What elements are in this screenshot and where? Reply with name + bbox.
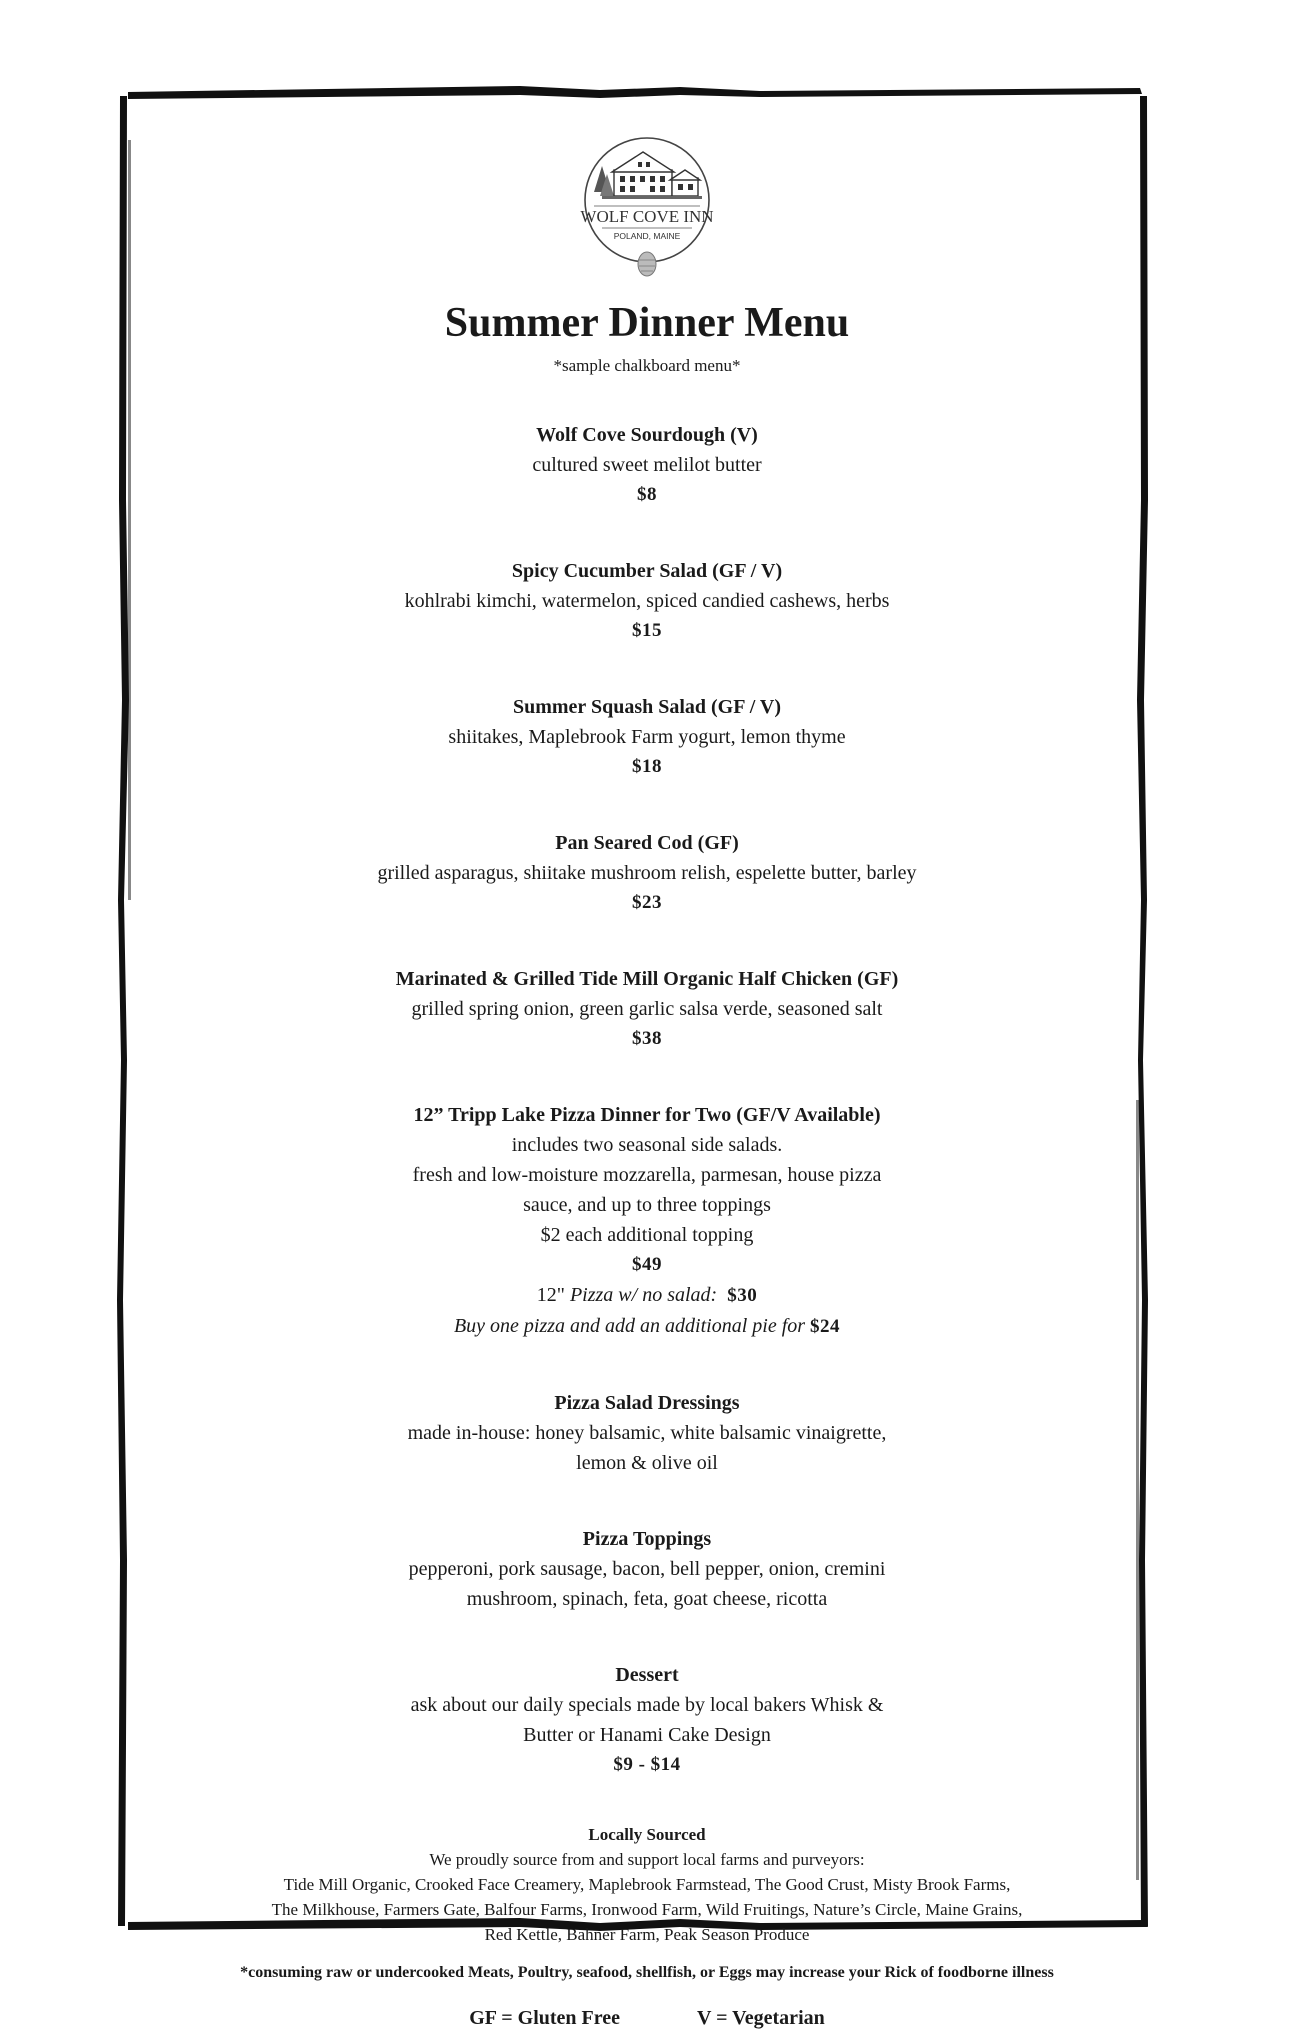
item-description: includes two seasonal side salads. <box>511 1134 783 1157</box>
sourced-line: The Milkhouse, Farmers Gate, Balfour Farms, Ironwood Farm, Wild Fruitings, Nature’s Circle, Maine Grains, <box>271 1900 1023 1920</box>
pizza-additional-line <box>130 1311 1164 1342</box>
menu-item <box>130 692 1164 782</box>
menu-item <box>130 964 1164 1054</box>
legend-gluten-free: GF = Gluten Free <box>469 2007 621 2030</box>
sourced-line: Tide Mill Organic, Crooked Face Creamery, Maplebrook Farmstead, The Good Crust, Misty Brook Farms, <box>283 1875 1011 1895</box>
pizza-size: 12" <box>536 1284 565 1307</box>
menu-item <box>130 420 1164 510</box>
item-description: shiitakes, Maplebrook Farm yogurt, lemon thyme <box>448 726 846 749</box>
item-description: pepperoni, pork sausage, bacon, bell pepper, onion, cremini <box>408 1558 886 1581</box>
item-description: grilled asparagus, shiitake mushroom relish, espelette butter, barley <box>377 862 917 885</box>
item-description: kohlrabi kimchi, watermelon, spiced candied cashews, herbs <box>404 590 890 613</box>
item-price: $8 <box>637 484 657 506</box>
legend-vegetarian: V = Vegetarian <box>697 2007 825 2030</box>
menu-item-toppings <box>130 1524 1164 1614</box>
item-description: sauce, and up to three toppings <box>523 1194 771 1217</box>
item-name: Spicy Cucumber Salad (GF / V) <box>511 560 783 583</box>
menu-item-dressings <box>130 1388 1164 1478</box>
item-description: fresh and low-moisture mozzarella, parmesan, house pizza <box>412 1164 882 1187</box>
pizza-no-salad-line <box>130 1280 1164 1311</box>
item-description: made in-house: honey balsamic, white balsamic vinaigrette, <box>407 1422 887 1445</box>
item-price: $18 <box>632 756 662 778</box>
menu-subtitle: *sample chalkboard menu* <box>553 356 741 376</box>
menu-title: Summer Dinner Menu <box>444 300 850 346</box>
sourced-line: We proudly source from and support local farms and purveyors: <box>429 1850 865 1870</box>
dietary-legend <box>130 2003 1164 2033</box>
item-description: mushroom, spinach, feta, goat cheese, ricotta <box>466 1588 828 1611</box>
menu-item <box>130 828 1164 918</box>
menu-item <box>130 556 1164 646</box>
item-price: $9 - $14 <box>613 1754 681 1776</box>
item-price: $38 <box>632 1028 662 1050</box>
item-name: Summer Squash Salad (GF / V) <box>512 696 782 719</box>
menu-items <box>130 420 1164 1054</box>
item-description: $2 each additional topping <box>540 1224 754 1247</box>
item-description: lemon & olive oil <box>576 1452 718 1475</box>
locally-sourced-section <box>130 1822 1164 1947</box>
item-name: Wolf Cove Sourdough (V) <box>536 424 758 447</box>
item-price: $15 <box>632 620 662 642</box>
item-price: $23 <box>632 892 662 914</box>
item-description: ask about our daily specials made by local bakers Whisk & <box>410 1694 884 1717</box>
food-safety-notice: *consuming raw or undercooked Meats, Poultry, seafood, shellfish, or Eggs may increase your Rick of foodborne illness <box>240 1964 1054 1982</box>
item-name: Marinated & Grilled Tide Mill Organic Half Chicken (GF) <box>395 968 899 991</box>
sourced-heading: Locally Sourced <box>588 1825 706 1845</box>
sourced-line: Red Kettle, Bahner Farm, Peak Season Produce <box>484 1925 810 1945</box>
svg-text:POLAND, MAINE: POLAND, MAINE <box>613 231 681 241</box>
menu-item-pizza <box>130 1100 1164 1342</box>
item-name: Pan Seared Cod (GF) <box>555 832 739 855</box>
item-name: Pizza Toppings <box>582 1528 712 1551</box>
item-name: Dessert <box>615 1664 679 1687</box>
pizza-no-salad-price: $30 <box>727 1285 758 1307</box>
pizza-additional-price: $24 <box>810 1316 841 1338</box>
pizza-additional-label: Buy one pizza and add an additional pie for <box>453 1315 806 1338</box>
svg-text:WOLF COVE INN: WOLF COVE INN <box>580 207 714 226</box>
item-description: Butter or Hanami Cake Design <box>523 1724 771 1747</box>
pizza-no-salad-label: Pizza w/ no salad: <box>569 1284 718 1307</box>
item-description: cultured sweet melilot butter <box>532 454 762 477</box>
inn-logo <box>572 130 722 280</box>
menu-content <box>130 130 1164 2033</box>
item-price: $49 <box>632 1254 662 1276</box>
item-name: Pizza Salad Dressings <box>554 1392 740 1415</box>
item-description: grilled spring onion, green garlic salsa verde, seasoned salt <box>411 998 883 1021</box>
item-name: 12” Tripp Lake Pizza Dinner for Two (GF/V Available) <box>413 1104 881 1127</box>
menu-item-dessert <box>130 1660 1164 1780</box>
